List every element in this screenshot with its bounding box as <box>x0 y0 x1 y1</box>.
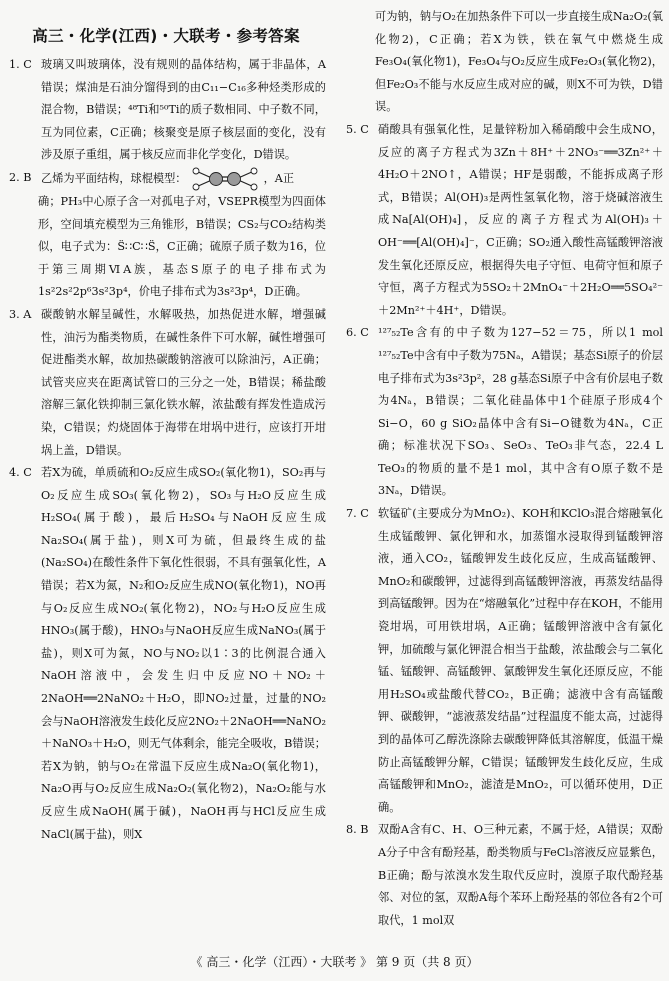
answer-2 <box>6 167 326 191</box>
answer-number: 2. B <box>9 170 32 184</box>
answer-1 <box>6 54 326 167</box>
answer-text: 玻璃又叫玻璃体，没有规则的晶体结构，属于非晶体，A错误；煤油是石油分馏得到的由C₁₁−C₁₆多种烃类形成的混合物，B错误；⁴⁸Ti和⁵⁰Ti的质子数相同、中子数不同，互为同位素，C正确；核聚变是原子核层面的变化，没有涉及原子重组，属于核反应而非化学变化，D错误。 <box>41 58 326 162</box>
answer-text: 碳酸钠水解呈碱性，水解吸热，加热促进水解，增强碱性，油污为酯类物质，在碱性条件下可水解，碱性增强可促进酯类水解，故加热碳酸钠溶液可以除油污，A正确；试管夹应夹在距离试管口的三分之一处，B错误；稀盐酸溶解三氯化铁抑制三氯化铁水解，浓盐酸有挥发性造成污染，C错误；灼烧固体于海带在坩埚中进行，应该打开坩埚上盖，D错误。 <box>41 307 326 457</box>
answer-number: 4. C <box>9 466 32 480</box>
answer-number: 3. A <box>9 307 32 321</box>
answer-5 <box>343 119 663 322</box>
answer-4-continued <box>343 6 663 119</box>
answer-text-post: ，A正 <box>263 171 295 185</box>
ethylene-ball-stick-model-icon <box>190 167 260 191</box>
left-column <box>6 6 326 846</box>
answer-number: 8. B <box>346 823 369 837</box>
answer-text: 若X为硫，单质硫和O₂反应生成SO₂(氧化物1)，SO₂再与O₂反应生成SO₃(氧化物2)，SO₃与H₂O反应生成H₂SO₄(属于酸)，最后H₂SO₄与NaOH反应生成Na₂SO₄(属于盐)，则X可为硫，但最终生成的盐(Na₂SO₄)在酸性条件下氧化性很弱，不具有强氧化性，A错误；若X为氮，N₂和O₂反应生成NO(氧化物1)，NO再与O₂反应生成NO₂(氧化物2)，NO₂与H₂O反应生成HNO₃(属于酸)，HNO₃与NaOH反应生成NaNO₃(属于盐)，则X可为氮，NO与NO₂以1∶3的比例混合通入NaOH溶液中，会发生归中反应NO＋NO₂＋2NaOH══2NaNO₂＋H₂O，即NO₂过量，过量的NO₂会与NaOH溶液发生歧化反应2NO₂＋2NaOH══NaNO₂＋NaNO₃＋H₂O，则无气体剩余，能完全吸收，B错误；若X为钠，钠与O₂在常温下反应生成Na₂O(氧化物1)，Na₂O再与O₂反应生成Na₂O₂(氧化物2)，Na₂O₂能与水反应生成NaOH(属于碱)，NaOH再与HCl反应生成NaCl(属于盐)，则X <box>41 466 326 841</box>
answer-number: 5. C <box>346 122 369 136</box>
answer-number: 1. C <box>9 58 32 71</box>
answer-text: 硝酸具有强氧化性，足量锌粉加入稀硝酸中会生成NO，反应的离子方程式为3Zn＋8H⁺＋2NO₃⁻══3Zn²⁺＋4H₂O＋2NO↑，A错误；HF是弱酸，不能拆成离子形式，B错误；Al(OH)₃是两性氢氧化物，溶于烧碱溶液生成Na[Al(OH)₄]，反应的离子方程式为Al(OH)₃＋OH⁻══[Al(OH)₄]⁻，C正确；SO₂通入酸性高锰酸钾溶液发生氧化还原反应，根据得失电子守恒、电荷守恒和原子守恒，离子方程式为5SO₂＋2MnO₄⁻＋2H₂O══5SO₄²⁻＋2Mn²⁺＋4H⁺，D错误。 <box>378 122 663 317</box>
answer-text: ¹²⁷₅₂Te含有的中子数为127−52＝75，所以1 mol ¹²⁷₅₂Te中含有中子数为75Nₐ，A错误；基态Si原子的价层电子排布式为3s²3p²，28 g基态Si原子中含有价层电子数为4Nₐ，B错误；二氧化硅晶体中1个硅原子形成4个Si−O，60 g SiO₂晶体中含有Si−O键数为4Nₐ，C正确；标准状况下SO₃、SeO₃、TeO₃非气态，22.4 L TeO₃的物质的量不是1 mol，其中含有O原子数不是3Nₐ，D错误。 <box>378 326 663 498</box>
answer-text-pre: 乙烯为平面结构，球棍模型： <box>41 171 187 185</box>
answer-number: 6. C <box>346 326 369 340</box>
page-title: 高三・化学(江西)・大联考・参考答案 <box>32 27 300 45</box>
answer-text: 确；PH₃中心原子含一对孤电子对，VSEPR模型为四面体形，空间填充模型为三角锥形，B错误；CS₂与CO₂结构类似，电子式为：S̈∷C∷S̈，C正确；硫原子质子数为16，位于第三周期ⅥA族，基态S原子的电子排布式为1s²2s²2p⁶3s²3p⁴，价电子排布式为3s²3p⁴，D正确。 <box>38 194 326 299</box>
answer-6 <box>343 322 663 503</box>
answer-7 <box>343 503 663 819</box>
answer-3 <box>6 304 326 462</box>
page-footer: 《 高三・化学（江西）・大联考 》 第 9 页（共 8 页） <box>190 955 479 969</box>
answer-text: 双酚A含有C、H、O三种元素，不属于烃，A错误；双酚A分子中含有酚羟基，酚类物质与FeCl₃溶液反应显紫色，B正确；酚与浓溴水发生取代反应时，溴原子取代酚羟基邻、对位的氢，双酚A每个苯环上酚羟基的邻位各有2个可取代，1 mol双 <box>378 823 663 927</box>
answer-text: 可为钠，钠与O₂在加热条件下可以一步直接生成Na₂O₂(氧化物2)，C正确；若X为铁，铁在氧气中燃烧生成Fe₃O₄(氧化物1)，Fe₃O₄与O₂反应生成Fe₂O₃(氧化物2)，但Fe₂O₃不能与水反应生成对应的碱，则X不可为铁，D错误。 <box>375 10 663 114</box>
answer-number: 7. C <box>346 507 369 521</box>
answer-8 <box>343 819 663 932</box>
right-column <box>343 6 663 932</box>
answer-2-continued <box>6 191 326 304</box>
answer-4 <box>6 462 326 846</box>
answer-text: 软锰矿(主要成分为MnO₂)、KOH和KClO₃混合熔融氧化生成锰酸钾、氯化钾和水，加蒸馏水浸取得到锰酸钾溶液，通入CO₂，锰酸钾发生歧化反应，生成高锰酸钾、MnO₂和碳酸钾，过滤得到高锰酸钾溶液，再蒸发结晶得到高锰酸钾。因为在“熔融氧化”过程中存在KOH，不能用瓷坩埚，可用铁坩埚，A正确；锰酸钾溶液中含有氯化钾，加硫酸与氯化钾混合相当于盐酸，浓盐酸会与二氧化锰、锰酸钾、高锰酸钾、氯酸钾发生氧化还原反应，不能用H₂SO₄或盐酸代替CO₂，B正确；滤液中含有高锰酸钾、碳酸钾，“滤液蒸发结晶”过程温度不能太高，过滤得到的晶体可乙醇洗涤除去碳酸钾降低其溶解度，低温干燥防止高锰酸钾分解，C错误；锰酸钾发生歧化反应，生成高锰酸钾和MnO₂，滤渣是MnO₂，可以循环使用，D正确。 <box>378 507 663 814</box>
